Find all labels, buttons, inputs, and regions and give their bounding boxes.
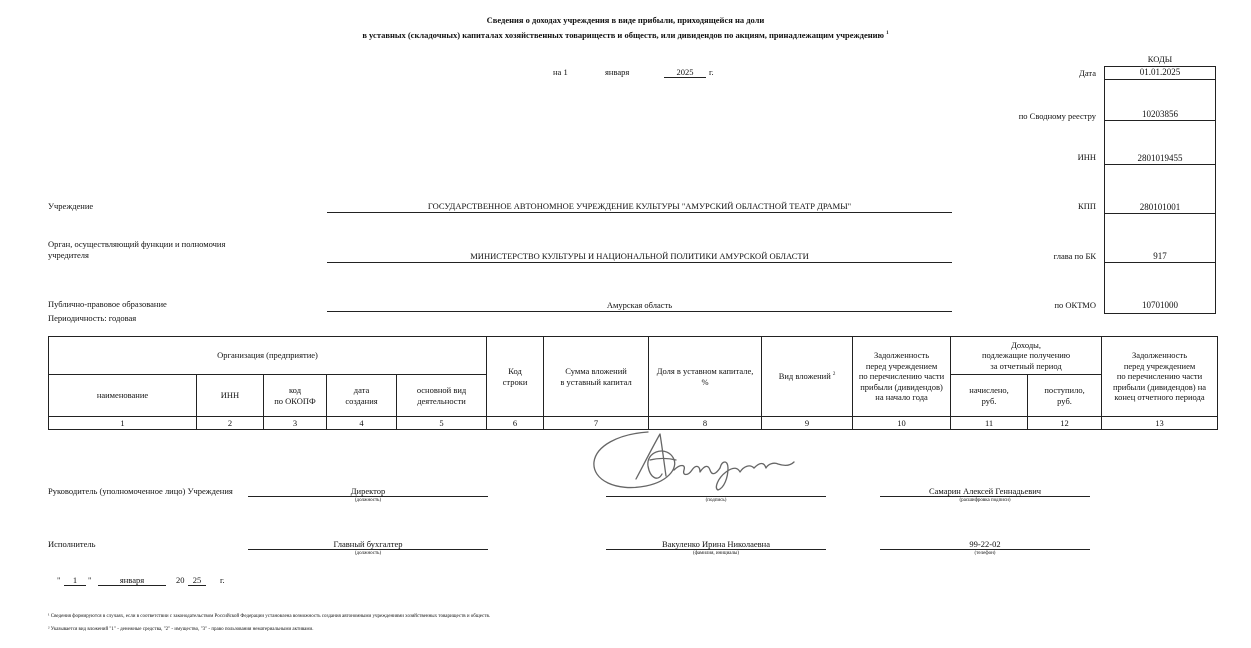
col-number: 5 (397, 417, 487, 430)
executor-position: Главный бухгалтер (333, 539, 403, 549)
debt-start-l3: по перечислению части (858, 371, 945, 382)
col-number: 7 (544, 417, 649, 430)
signed-month: января (119, 575, 145, 585)
footnote-2: ² Указывается вид вложений "1" - денежные средства, "2" - имущество, "3" - право пользования нематериальными активами. (48, 627, 314, 632)
label-bk: глава по БК (1053, 251, 1096, 261)
head-name: Самарин Алексей Геннадьевич (928, 486, 1042, 496)
income-table (48, 336, 1218, 430)
activity-l1: основной вид (416, 384, 467, 395)
title-footnote-mark: 1 (886, 31, 889, 37)
footnote-1: ¹ Сведения формируются в случаях, если в соответствии с законодательством Российской Федерации установлена возможность создания автономными учреждениями хозяйственных товариществ и обществ. (48, 614, 491, 619)
col-kind-header (762, 337, 853, 417)
code-registry: 10203856 (1105, 80, 1215, 121)
date-suffix: г. (709, 67, 714, 77)
municipality-underline (327, 311, 952, 312)
received-l1: поступило, (1044, 384, 1085, 395)
head-position: Директор (350, 486, 386, 496)
debt-end-l4: прибыли (дивидендов) на (1113, 381, 1207, 392)
col-name-header: наименование (49, 375, 197, 417)
col-debt-end-header (1102, 337, 1218, 417)
income-group-header (951, 337, 1102, 375)
code-kpp: 280101001 (1105, 165, 1215, 214)
signed-day: 1 (72, 575, 78, 585)
code-bk: 917 (1105, 214, 1215, 263)
head-label: Руководитель (уполномоченное лицо) Учреждения (48, 486, 233, 496)
col-accrued-header (951, 375, 1028, 417)
executor-label: Исполнитель (48, 539, 96, 549)
org-group-header: Организация (предприятие) (49, 337, 487, 375)
col-code-l2: строки (502, 376, 528, 387)
debt-end-l3: по перечислению части (1116, 371, 1203, 382)
date-month: января (605, 67, 630, 77)
col-number: 8 (649, 417, 762, 430)
executor-name-caption: (фамилия, инициалы) (692, 551, 740, 556)
col-share-l2: % (701, 376, 709, 387)
col-number: 6 (487, 417, 544, 430)
col-number: 13 (1102, 417, 1218, 430)
founder-value: МИНИСТЕРСТВО КУЛЬТУРЫ И НАЦИОНАЛЬНОЙ ПОЛИТИКИ АМУРСКОЙ ОБЛАСТИ (470, 251, 809, 261)
founder-underline (327, 262, 952, 263)
col-number: 3 (264, 417, 327, 430)
col-kind-text: Вид вложений (778, 371, 831, 382)
founder-label-1: Орган, осуществляющий функции и полномочия (48, 239, 226, 249)
date-year: 2025 (676, 67, 694, 77)
debt-end-l1: Задолженность (1131, 349, 1188, 360)
col-number: 2 (197, 417, 264, 430)
executor-position-underline (248, 549, 488, 550)
institution-underline (327, 212, 952, 213)
signed-quote-close: " (88, 575, 92, 585)
debt-end-l5: конец отчетного периода (1114, 392, 1205, 403)
municipality-value: Амурская область (606, 300, 673, 310)
col-number: 9 (762, 417, 853, 430)
institution-value: ГОСУДАРСТВЕННОЕ АВТОНОМНОЕ УЧРЕЖДЕНИЕ КУЛЬТУРЫ "АМУРСКИЙ ОБЛАСТНОЙ ТЕАТР ДРАМЫ" (427, 201, 852, 211)
signed-month-underline (98, 585, 166, 586)
head-position-underline (248, 496, 488, 497)
executor-phone: 99-22-02 (969, 539, 1001, 549)
signature-caption: (подпись) (705, 498, 727, 503)
col-activity-header (397, 375, 487, 417)
codes-box (1104, 66, 1216, 314)
head-position-caption: (должность) (354, 498, 382, 503)
handwritten-signature (588, 424, 803, 499)
debt-start-l2: перед учреждением (865, 360, 938, 371)
label-registry: по Сводному реестру (1018, 111, 1096, 121)
title-line-1: Сведения о доходах учреждения в виде прибыли, приходящейся на доли (486, 15, 765, 25)
col-okopf-header (264, 375, 327, 417)
accrued-l1: начислено, (969, 384, 1009, 395)
date-l2: создания (345, 395, 378, 406)
signature-underline (606, 496, 826, 497)
institution-label: Учреждение (48, 201, 94, 211)
signed-suffix: г. (220, 575, 225, 585)
founder-label-2: учредителя (48, 250, 89, 260)
col-kind-note: 2 (832, 372, 836, 378)
debt-start-l1: Задолженность (873, 349, 930, 360)
executor-name-underline (606, 549, 826, 550)
col-number: 1 (49, 417, 197, 430)
signed-year-underline (188, 585, 206, 586)
activity-l2: деятельности (417, 395, 466, 406)
col-number: 11 (951, 417, 1028, 430)
debt-start-l4: прибыли (дивидендов) (860, 381, 943, 392)
executor-phone-caption: (телефон) (974, 551, 996, 556)
head-name-caption: (расшифровка подписи) (959, 498, 1011, 503)
okopf-l1: код (288, 384, 302, 395)
col-sum-l1: Сумма вложений (565, 365, 627, 376)
municipality-label: Публично-правовое образование (48, 299, 167, 309)
col-code-header (487, 337, 544, 417)
col-inn-header: ИНН (197, 375, 264, 417)
signed-year: 25 (192, 575, 202, 585)
col-share-l1: Доля в уставном капитале, (656, 365, 754, 376)
col-received-header (1028, 375, 1102, 417)
debt-end-l2: перед учреждением (1123, 360, 1196, 371)
col-number: 10 (853, 417, 951, 430)
col-sum-header (544, 337, 649, 417)
col-sum-l2: в уставный капитал (560, 376, 632, 387)
label-date: Дата (1079, 68, 1096, 78)
label-oktmo: по ОКТМО (1054, 300, 1096, 310)
executor-phone-underline (880, 549, 1090, 550)
title-line-2-text: в уставных (складочных) капиталах хозяйственных товариществ и обществ, или дивидендов по акциям, принадлежащим учреждению (362, 30, 885, 40)
income-l1: Доходы, (1011, 339, 1042, 350)
signed-century: 20 (176, 575, 185, 585)
col-code-l1: Код (508, 365, 522, 376)
head-name-underline (880, 496, 1090, 497)
received-l2: руб. (1057, 395, 1072, 406)
date-year-underline (664, 77, 706, 78)
col-number: 4 (327, 417, 397, 430)
label-inn: ИНН (1077, 152, 1096, 162)
col-date-header (327, 375, 397, 417)
signed-quote-open: " (57, 575, 61, 585)
code-date: 01.01.2025 (1105, 67, 1215, 80)
periodicity: Периодичность: годовая (48, 313, 137, 323)
code-oktmo: 10701000 (1142, 300, 1178, 310)
income-l2: подлежащие получению (981, 350, 1071, 361)
executor-position-caption: (должность) (354, 551, 382, 556)
executor-name: Вакуленко Ирина Николаевна (662, 539, 770, 549)
codes-heading: КОДЫ (1147, 54, 1173, 64)
date-l1: дата (353, 384, 370, 395)
label-kpp: КПП (1078, 201, 1096, 211)
col-share-header (649, 337, 762, 417)
signed-day-underline (64, 585, 86, 586)
code-inn: 2801019455 (1105, 121, 1215, 165)
col-debt-start-header (853, 337, 951, 417)
debt-start-l5: на начало года (875, 392, 928, 403)
income-l3: за отчетный период (990, 360, 1062, 371)
okopf-l2: по ОКОПФ (274, 395, 316, 406)
date-prefix: на 1 (553, 67, 568, 77)
accrued-l2: руб. (981, 395, 997, 406)
col-number: 12 (1028, 417, 1102, 430)
title-line-2 (0, 30, 1251, 40)
